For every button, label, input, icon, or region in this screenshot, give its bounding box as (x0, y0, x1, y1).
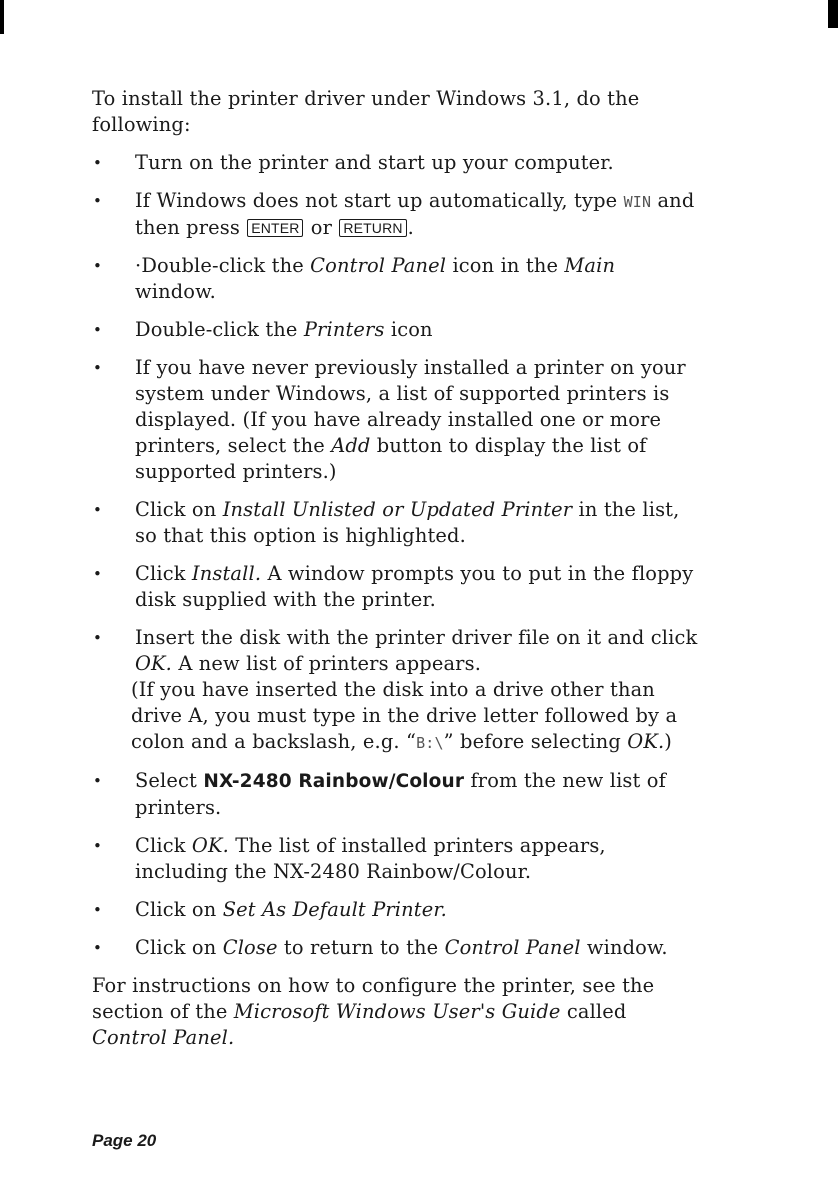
step-select-printer-model (92, 768, 700, 821)
step-text: Turn on the printer and start up your computer. (135, 151, 614, 174)
step-text: ·Double-click the Control Panel icon in the Main window. (135, 254, 616, 303)
step-text: Click Install. A window prompts you to put in the floppy disk supplied with the printer. (135, 562, 694, 611)
enter-key: ENTER (247, 219, 303, 237)
intro-paragraph: To install the printer driver under Windows 3.1, do the following: (92, 87, 640, 136)
bullet-icon: • (93, 565, 102, 583)
step-text: Insert the disk with the printer driver file on it and click OK. A new list of printers appears. (If you have inserted the disk into a drive other than drive A, you must type in the drive letter followed by a colon and a backslash, e.g. “B:\” before selecting OK.) (135, 625, 700, 756)
bullet-icon: • (93, 257, 102, 275)
step-text: Select NX-2480 Rainbow/Colour from the new list of printers. (135, 769, 666, 819)
step-text: Click OK. The list of installed printers appears, including the NX-2480 Rainbow/Colour. (135, 834, 606, 883)
install-steps-list (92, 150, 700, 961)
bullet-icon: • (93, 321, 102, 339)
step-click-install (92, 561, 700, 613)
step-turn-on-printer (92, 150, 700, 176)
step-select-unlisted-printer (92, 497, 700, 549)
bullet-icon: • (93, 629, 102, 647)
step-open-printers (92, 317, 700, 343)
page-number: Page 20 (92, 1131, 157, 1150)
step-text: Click on Install Unlisted or Updated Printer in the list, so that this option is highlighted. (135, 498, 680, 547)
bullet-icon: • (93, 154, 102, 172)
bullet-icon: • (93, 837, 102, 855)
step-text: Double-click the Printers icon (135, 318, 433, 341)
bullet-icon: • (93, 901, 102, 919)
step-set-default (92, 897, 700, 923)
step-text: Click on Set As Default Printer. (135, 898, 447, 921)
bullet-icon: • (93, 192, 102, 210)
command-win: WIN (623, 193, 652, 211)
step-supported-printers-list (92, 355, 700, 485)
step-close (92, 935, 700, 961)
bullet-icon: • (93, 939, 102, 957)
step-start-windows (92, 188, 700, 241)
page-body (92, 86, 700, 1051)
scan-edge-mark-left (0, 0, 4, 34)
drive-path-example: B:\ (416, 734, 444, 752)
return-key: RETURN (339, 219, 406, 237)
step-open-control-panel (92, 253, 700, 305)
bullet-icon: • (93, 501, 102, 519)
printer-model-name: NX-2480 Rainbow/Colour (203, 771, 465, 792)
bullet-icon: • (93, 359, 102, 377)
step-confirm-ok (92, 833, 700, 885)
closing-paragraph: For instructions on how to configure the printer, see the section of the Microsoft Windows User's Guide called Control Panel. (92, 974, 655, 1049)
step-text: Click on Close to return to the Control Panel window. (135, 936, 668, 959)
bullet-icon: • (93, 772, 102, 790)
step-insert-disk (92, 625, 700, 756)
step-text: If Windows does not start up automatically, type WIN and then press ENTER or RETURN . (135, 189, 695, 239)
scan-edge-mark-right (828, 0, 838, 28)
step-text: If you have never previously installed a printer on your system under Windows, a list of supported printers is displayed. (If you have already installed one or more printers, select the Add button to display the list of supported printers.) (135, 356, 686, 483)
drive-note: (If you have inserted the disk into a drive other than drive A, you must type in the drive letter followed by a colon and a backslash, e.g. “B:\” before selecting OK.) (131, 678, 678, 753)
